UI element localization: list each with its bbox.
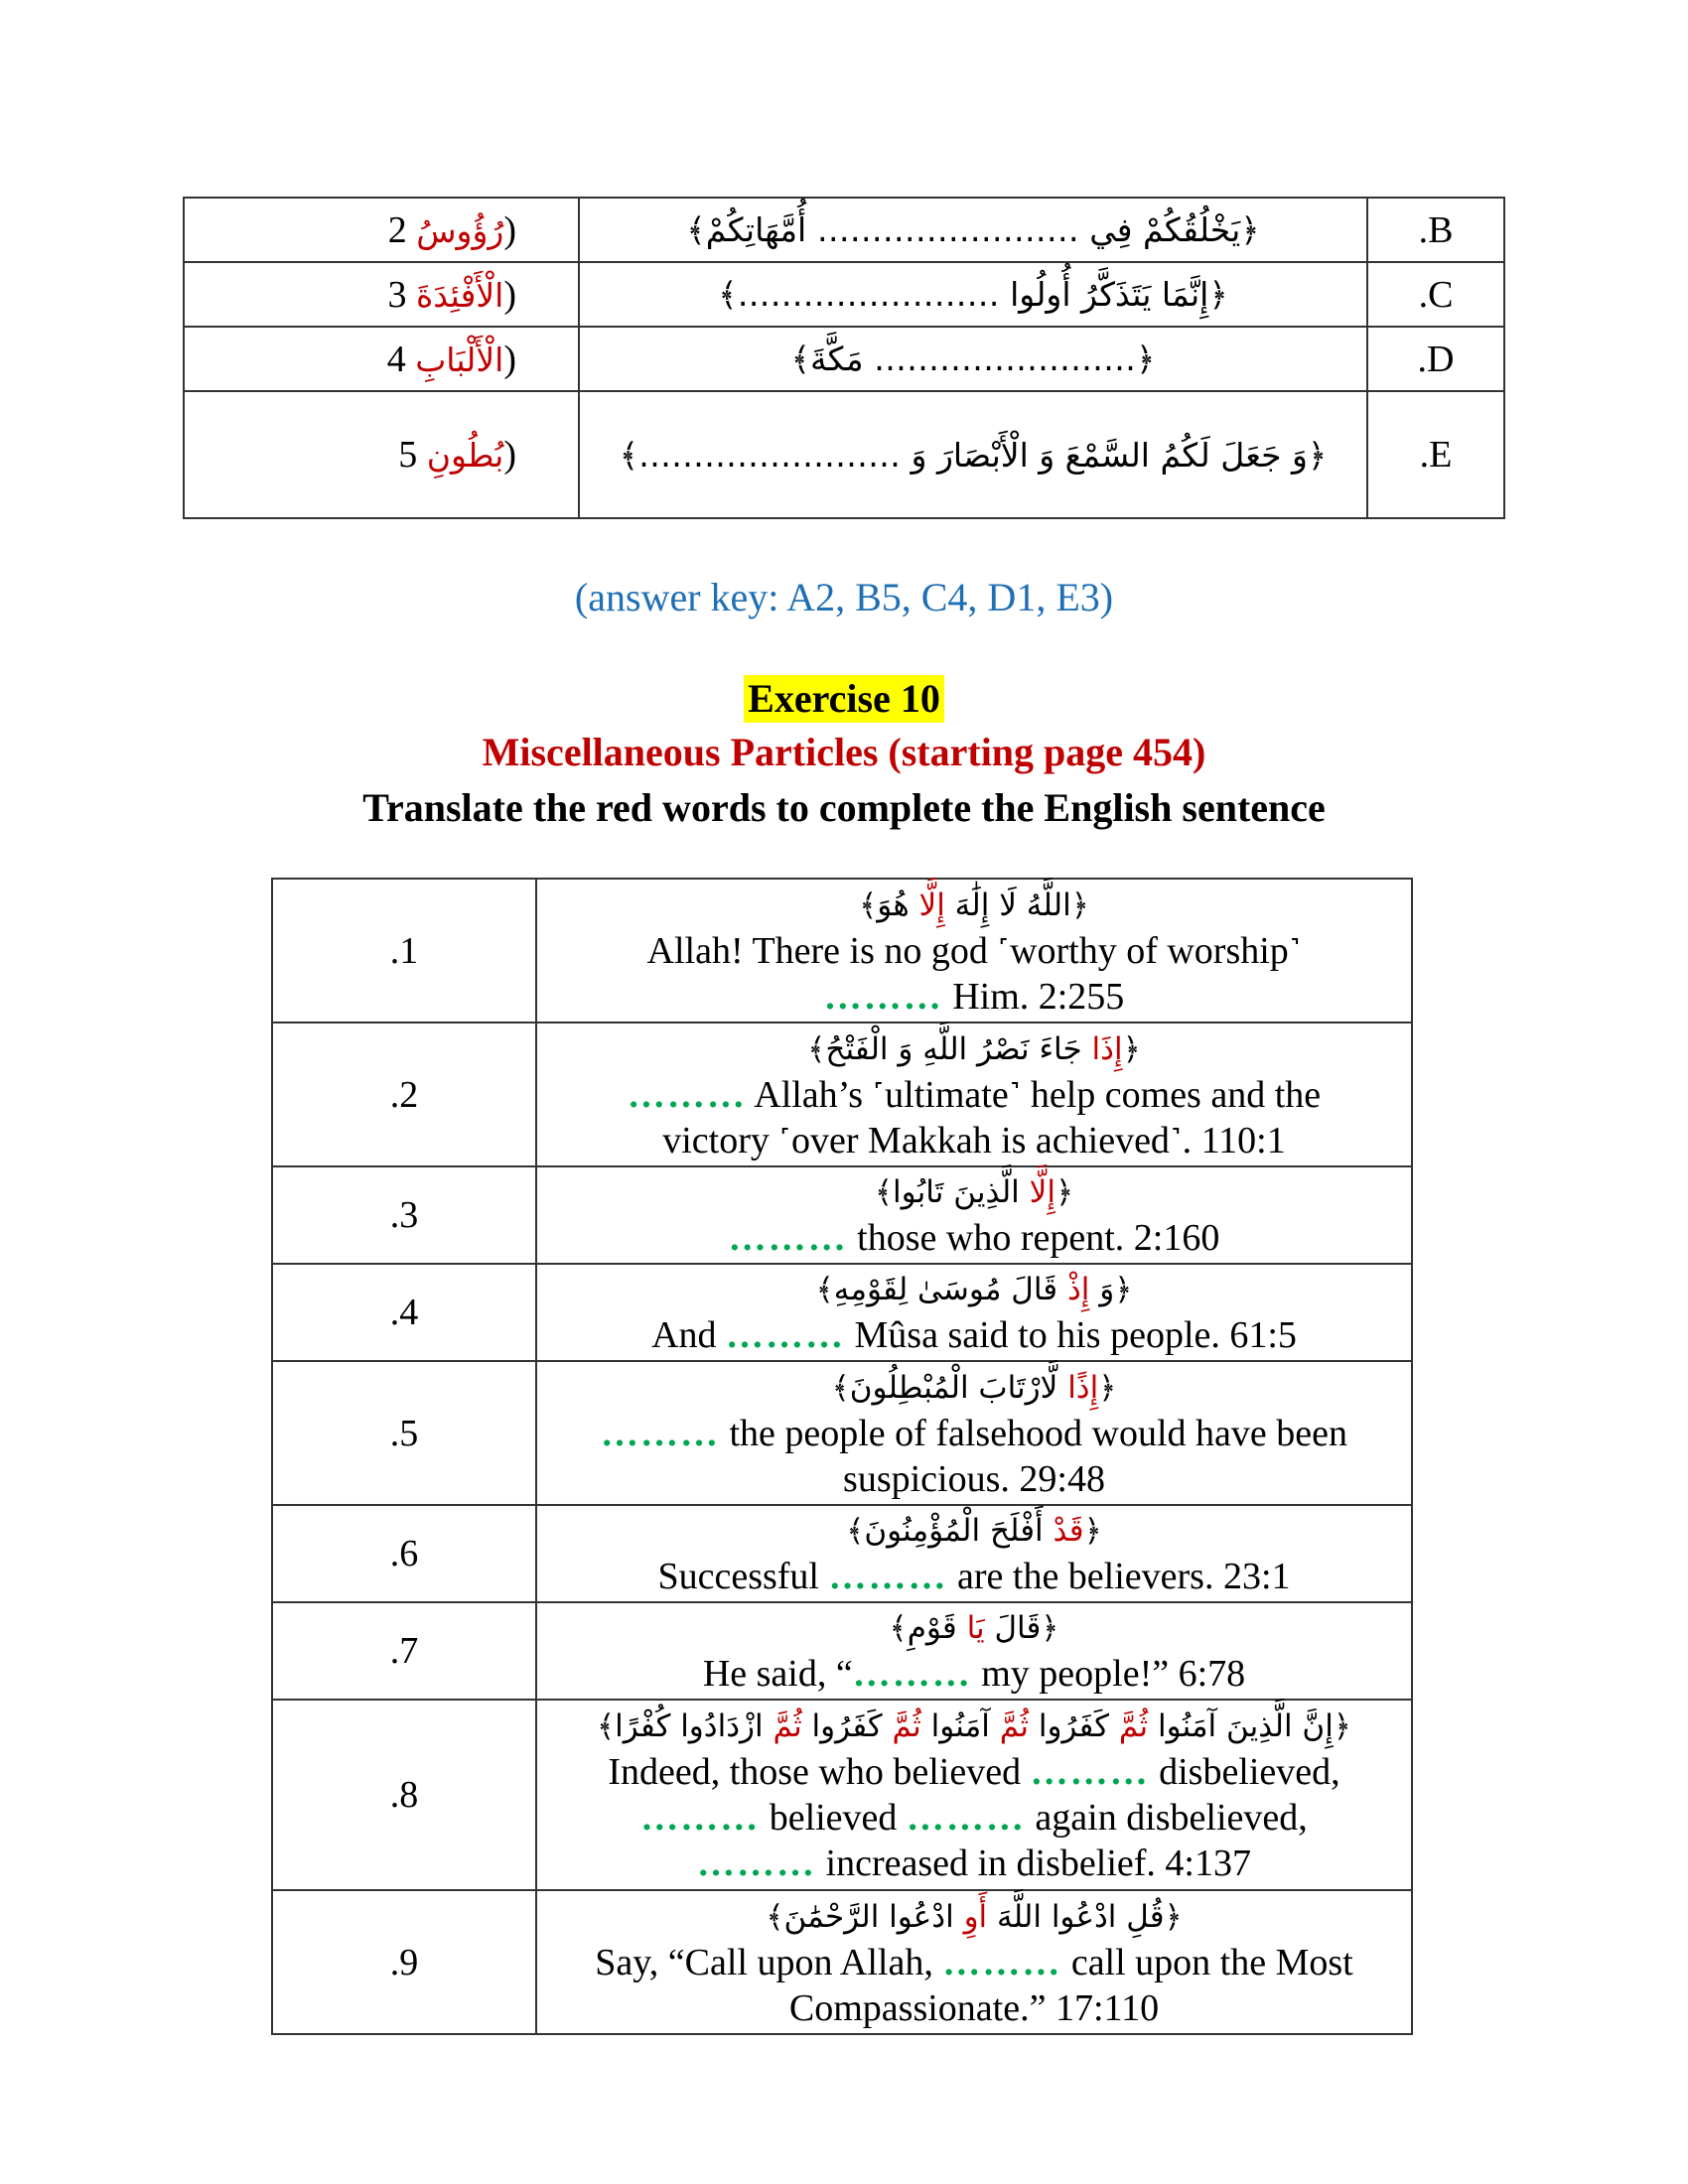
arabic-verse [537, 883, 1411, 928]
exercise-title: Exercise 10 [744, 675, 944, 723]
english-translation-line [537, 1411, 1411, 1456]
exercise-number: .3 [272, 1166, 536, 1264]
row-letter: .B [1367, 198, 1504, 262]
exercise-content [536, 1264, 1412, 1361]
blank-placeholder: ……… [600, 1412, 720, 1454]
arabic-verse [537, 1894, 1411, 1940]
verse-segment: آمَنُوا [920, 1708, 1000, 1744]
translation-text: He said, “ [702, 1653, 853, 1695]
translation-text: those who repent. 2:160 [847, 1217, 1220, 1259]
translation-text: Him. 2:255 [942, 975, 1125, 1018]
exercise-content [536, 1890, 1412, 2034]
verse-segment: كَفَرُوا [1029, 1708, 1119, 1744]
red-particle: قَدْ [1053, 1513, 1084, 1549]
matching-row-d [184, 327, 1504, 391]
blank-placeholder: ……… [942, 1941, 1062, 1983]
translation-text: Say, “Call upon Allah, [595, 1941, 943, 1983]
exercise-content [536, 1700, 1412, 1890]
verse-text: ﴿وَ جَعَلَ لَكُمُ السَّمْعَ وَ الْأَبْصَارَ وَ [901, 435, 1328, 475]
verse-text: …………………… أُمَّهَاتِكُمْ﴾ [686, 210, 1079, 249]
exercise-content [536, 1361, 1412, 1505]
translation-text: increased in disbelief. 4:137 [816, 1843, 1251, 1884]
blank-placeholder: ……… [823, 975, 943, 1018]
exercise-number: .1 [272, 879, 536, 1023]
verse-text: ……………………﴾ [619, 435, 902, 475]
verse-cell [579, 198, 1367, 262]
verse-segment: هُوَ﴾ [859, 887, 919, 923]
red-particle: إِلَّا [918, 887, 945, 923]
exercise-number: .7 [272, 1602, 536, 1700]
matching-row-b [184, 198, 1504, 262]
translation-text: victory ˹over Makkah is achieved˺. 110:1 [662, 1119, 1286, 1161]
verse-text: ﴿يَخْلُقُكُمْ فِي [1078, 210, 1260, 249]
verse-segment: ﴿قَالَ [984, 1610, 1059, 1646]
option-word: بُطُونِ [426, 436, 504, 475]
blank-placeholder: ……… [828, 1556, 948, 1597]
translation-text: Allah’s ˹ultimate˺ help comes and the [746, 1073, 1322, 1116]
arabic-verse [537, 1365, 1411, 1411]
exercise-row [272, 879, 1412, 1023]
verse-segment: لَّارْتَابَ الْمُبْطِلُونَ﴾ [831, 1369, 1068, 1406]
exercise-number: .2 [272, 1023, 536, 1166]
option-cell [184, 262, 579, 327]
english-translation-line [537, 1456, 1411, 1502]
blank-placeholder: ……… [697, 1843, 817, 1884]
verse-text: …………………… مَكَّةَ﴾ [790, 340, 1137, 378]
verse-text: ……………………﴾ [718, 275, 1000, 314]
option-cell [184, 198, 579, 262]
option-word: رُؤُوسُ [416, 210, 504, 250]
verse-cell [579, 327, 1367, 391]
translation-text: Successful [657, 1556, 829, 1597]
exercise-content [536, 1023, 1412, 1166]
red-particle: يَا [966, 1610, 985, 1646]
verse-segment: الَّذِينَ تَابُوا﴾ [874, 1174, 1030, 1210]
exercise-row [272, 1023, 1412, 1166]
row-letter: .E [1367, 391, 1504, 518]
english-translation-line [537, 974, 1411, 1020]
blank-placeholder: ……… [627, 1073, 747, 1116]
blank-placeholder: ……… [726, 1314, 846, 1356]
matching-row-c [184, 262, 1504, 327]
row-letter: .D [1367, 327, 1504, 391]
verse-segment: ﴿إِنَّ الَّذِينَ آمَنُوا [1148, 1708, 1351, 1744]
verse-segment: كَفَرُوا [801, 1708, 893, 1744]
matching-table [183, 197, 1505, 519]
blank-placeholder: ……… [640, 1797, 761, 1839]
exercise-number: .9 [272, 1890, 536, 2034]
english-translation-line [537, 1985, 1411, 2031]
english-translation-line [537, 1940, 1411, 1985]
option-cell [184, 391, 579, 518]
verse-segment: ادْعُوا الرَّحْمَٰنَ﴾ [766, 1898, 964, 1935]
translation-text: the people of falsehood would have been [719, 1412, 1348, 1454]
translation-text: again disbelieved, [1025, 1797, 1308, 1839]
arabic-verse [537, 1704, 1411, 1749]
verse-segment: ﴿قُلِ ادْعُوا اللَّهَ [987, 1898, 1183, 1935]
translation-text: disbelieved, [1149, 1751, 1340, 1793]
verse-segment: ﴿وَ [1089, 1272, 1133, 1307]
exercise-number: .8 [272, 1700, 536, 1890]
verse-cell [579, 391, 1367, 518]
english-translation-line [537, 1841, 1411, 1886]
option-number: 4) [386, 338, 516, 380]
red-particle: ثُمَّ [999, 1708, 1029, 1744]
red-particle: إِذًا [1067, 1369, 1099, 1406]
exercise-row [272, 1505, 1412, 1602]
verse-segment: ازْدَادُوا كُفْرًا﴾ [597, 1708, 774, 1744]
exercise-row [272, 1166, 1412, 1264]
answer-key: (answer key: A2, B5, C4, D1, E3) [574, 575, 1114, 619]
matching-row-e [184, 391, 1504, 518]
translation-text: my people!” 6:78 [971, 1653, 1246, 1695]
translation-text: suspicious. 29:48 [843, 1457, 1105, 1500]
translation-text: Mûsa said to his people. 61:5 [845, 1314, 1297, 1356]
exercise-row [272, 1700, 1412, 1890]
arabic-verse [537, 1267, 1411, 1312]
option-number: 3) [387, 273, 516, 316]
translation-text: Allah! There is no god ˹worthy of worship˺ [646, 929, 1302, 972]
exercise-row [272, 1264, 1412, 1361]
red-particle: ثُمَّ [892, 1708, 921, 1744]
english-translation-line [537, 1749, 1411, 1795]
translation-text: are the believers. 23:1 [947, 1556, 1291, 1597]
exercise-table-body [272, 879, 1412, 2034]
red-particle: إِذْ [1066, 1272, 1090, 1307]
red-particle: أَوِ [963, 1898, 988, 1935]
translation-text: And [651, 1314, 727, 1356]
red-particle: ثُمَّ [773, 1708, 802, 1744]
exercise-row [272, 1890, 1412, 2034]
verse-segment: جَاءَ نَصْرُ اللَّهِ وَ الْفَتْحُ﴾ [807, 1030, 1092, 1067]
arabic-verse [537, 1508, 1411, 1554]
red-particle: إِذَا [1091, 1030, 1123, 1067]
english-translation-line [537, 1072, 1411, 1118]
blank-placeholder: ……… [906, 1797, 1026, 1839]
english-translation-line [537, 1312, 1411, 1358]
option-cell [184, 327, 579, 391]
exercise-content [536, 1505, 1412, 1602]
english-translation-line [537, 1118, 1411, 1163]
red-particle: إِلَّا [1029, 1174, 1055, 1210]
arabic-verse [537, 1169, 1411, 1215]
exercise-instructions: Translate the red words to complete the English sentence [362, 785, 1326, 830]
exercise-number: .6 [272, 1505, 536, 1602]
exercise-content [536, 879, 1412, 1023]
blank-placeholder: ……… [852, 1653, 972, 1695]
exercise-row [272, 1361, 1412, 1505]
english-translation-line [537, 1795, 1411, 1841]
exercise-number: .5 [272, 1361, 536, 1505]
verse-segment: قَوْمِ﴾ [889, 1610, 967, 1646]
arabic-verse [537, 1605, 1411, 1651]
verse-text: ﴿ [1136, 340, 1156, 378]
exercise-table [271, 878, 1413, 2035]
verse-cell [579, 262, 1367, 327]
exercise-title-wrap [0, 675, 1688, 723]
arabic-verse [537, 1026, 1411, 1072]
translation-text: call upon the Most [1061, 1941, 1353, 1983]
verse-segment: ﴿ [1122, 1030, 1141, 1067]
exercise-subtitle: Miscellaneous Particles (starting page 454) [482, 730, 1206, 774]
exercise-content [536, 1166, 1412, 1264]
verse-segment: ﴿ [1083, 1513, 1102, 1549]
exercise-content [536, 1602, 1412, 1700]
english-translation-line [537, 928, 1411, 974]
option-number: 5) [398, 434, 516, 476]
english-translation-line [537, 1554, 1411, 1599]
option-word: الْأَفْئِدَةَ [416, 275, 504, 315]
translation-text: Compassionate.” 17:110 [788, 1986, 1160, 2029]
translation-text: Indeed, those who believed [608, 1751, 1031, 1793]
english-translation-line [537, 1651, 1411, 1697]
exercise-number: .4 [272, 1264, 536, 1361]
exercise-row [272, 1602, 1412, 1700]
option-number: 2) [387, 208, 516, 251]
blank-placeholder: ……… [728, 1217, 848, 1259]
verse-segment: ﴿ [1098, 1369, 1117, 1406]
row-letter: .C [1367, 262, 1504, 327]
verse-segment: ﴿اللَّهُ لَا إِلَٰهَ [944, 887, 1089, 923]
verse-segment: أَفْلَحَ الْمُؤْمِنُونَ﴾ [846, 1513, 1054, 1549]
english-translation-line [537, 1215, 1411, 1261]
option-word: الْأَلْبَابِ [415, 340, 504, 379]
translation-text: believed [760, 1797, 907, 1839]
red-particle: ثُمَّ [1118, 1708, 1149, 1744]
verse-text: ﴿إِنَّمَا يَتَذَكَّرُ أُولُوا [999, 275, 1228, 314]
verse-segment: قَالَ مُوسَىٰ لِقَوْمِهِ﴾ [815, 1272, 1067, 1307]
blank-placeholder: ……… [1030, 1751, 1150, 1793]
verse-segment: ﴿ [1055, 1174, 1074, 1210]
